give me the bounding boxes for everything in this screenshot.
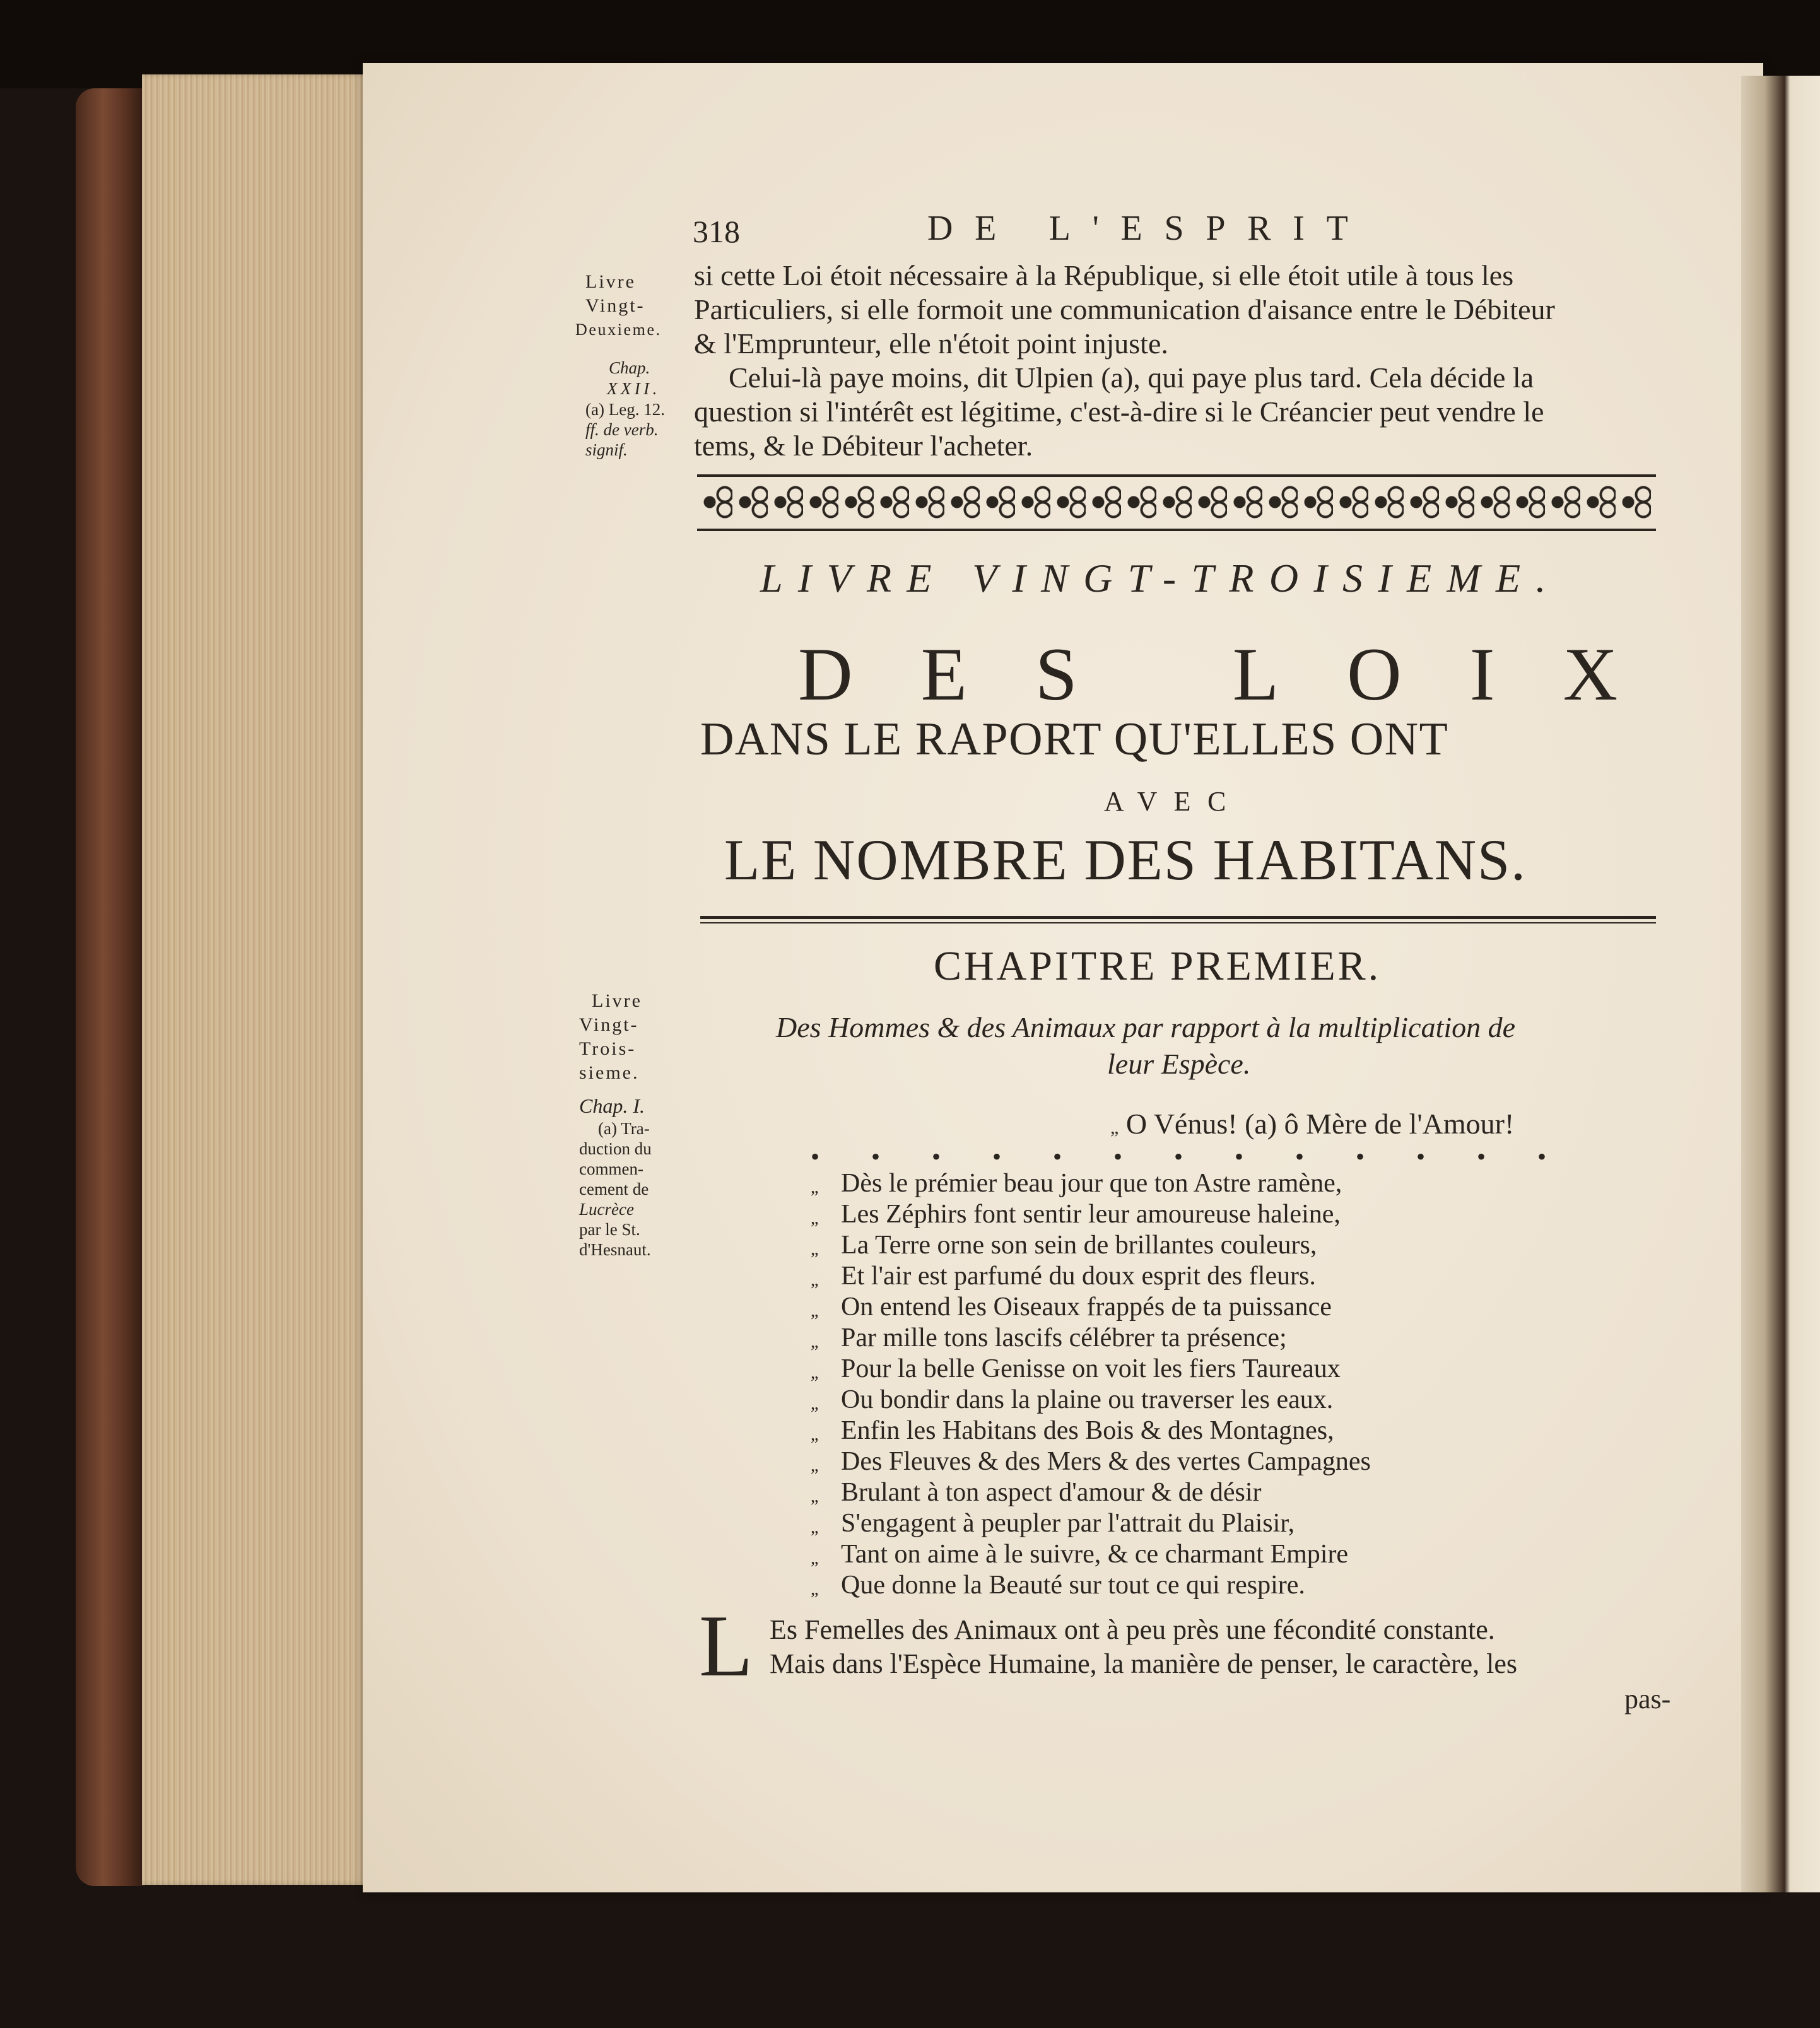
title-rule-thin [700, 922, 1656, 923]
sidenote-note-line-3: commen- [579, 1159, 643, 1178]
poem-line-text: Tant on aime à le suivre, & ce charmant Empire [841, 1540, 1349, 1569]
quote-mark: „ [811, 1209, 819, 1228]
sidenote-book-line-2: Vingt- [579, 1014, 639, 1035]
book-heading: LIVRE VINGT-TROISIEME. [760, 556, 1561, 601]
sidenote-book-line-2: Vingt- [585, 295, 645, 316]
poem-line-text: Brulant à ton aspect d'amour & de désir [841, 1478, 1262, 1507]
sidenote-note-line-5: Lucrèce [579, 1200, 634, 1219]
quote-mark: „ [811, 1363, 819, 1383]
poem-line-text: Par mille tons lascifs célébrer ta présence; [841, 1323, 1287, 1352]
poem-line-text: Dès le prémier beau jour que ton Astre ramène, [841, 1169, 1342, 1198]
poem-heading-text: O Vénus! (a) ô Mère de l'Amour! [1125, 1108, 1515, 1140]
sidenote-note-line-2: duction du [579, 1139, 652, 1158]
catchword: pas- [1624, 1684, 1671, 1714]
sidenote-chapter-number: XXII. [607, 379, 660, 398]
poem-line-text: Enfin les Habitans des Bois & des Montagnes, [841, 1416, 1334, 1445]
quote-mark: „ [811, 1487, 819, 1506]
drop-cap: L [699, 1597, 753, 1695]
poem-line-text: Des Fleuves & des Mers & des vertes Campagnes [841, 1447, 1371, 1476]
sidenote-note-line-4: cement de [579, 1180, 649, 1199]
title-rule-thick [700, 916, 1656, 919]
sidenote-book-line-4: sieme. [579, 1062, 640, 1083]
page-number: 318 [693, 214, 740, 249]
poem-ellipsis-dots: • • • • • • • • • • • • • [811, 1142, 1570, 1171]
poem-line-text: Et l'air est parfumé du doux esprit des fleurs. [841, 1262, 1316, 1291]
quote-mark: „ [1110, 1117, 1119, 1138]
sidenote-chapter: Chap. [609, 358, 650, 377]
book-cover-edge [76, 88, 145, 1886]
poem-line-text: S'engagent à peupler par l'attrait du Plaisir, [841, 1509, 1295, 1538]
main-title-line-3: LE NOMBRE DES HABITANS. [724, 828, 1527, 892]
poem-line-text: Les Zéphirs font sentir leur amoureuse haleine, [841, 1200, 1341, 1229]
sidenote-book-line-1: Livre [585, 271, 636, 292]
quote-mark: „ [811, 1549, 819, 1568]
sidenote-note-line-2: ff. de verb. [585, 420, 659, 439]
text-line: Particuliers, si elle formoit une communication d'aisance entre le Débiteur [694, 293, 1555, 325]
chapter-subtitle-line-2: leur Espèce. [1107, 1048, 1251, 1080]
ornament-pattern [697, 482, 1656, 522]
sidenote-note-line-3: signif. [585, 440, 628, 459]
text-line: tems, & le Débiteur l'acheter. [694, 430, 1033, 462]
quote-mark: „ [811, 1332, 819, 1352]
sidenote-book-line-3: Trois- [579, 1038, 637, 1059]
quote-mark: „ [811, 1580, 819, 1599]
paragraph-line-2: Mais dans l'Espèce Humaine, la manière de penser, le caractère, les [770, 1648, 1518, 1679]
main-title-avec: AVEC [1104, 786, 1243, 817]
sidenote-note-line-6: par le St. [579, 1220, 640, 1239]
sidenote-book-line-1: Livre [592, 990, 642, 1011]
quote-mark: „ [811, 1518, 819, 1537]
poem-line-text: On entend les Oiseaux frappés de ta puissance [841, 1292, 1332, 1322]
quote-mark: „ [811, 1240, 819, 1259]
chapter-heading: CHAPITRE PREMIER. [934, 943, 1382, 989]
quote-mark: „ [811, 1270, 819, 1290]
poem-line-text: Ou bondir dans la plaine ou traverser les eaux. [841, 1385, 1334, 1414]
chapter-subtitle-line-1: Des Hommes & des Animaux par rapport à la multiplication de [776, 1011, 1516, 1043]
sidenote-note-line-7: d'Hesnaut. [579, 1240, 651, 1259]
text-line: Celui-là paye moins, dit Ulpien (a), qui paye plus tard. Cela décide la [729, 361, 1534, 394]
quote-mark: „ [811, 1456, 819, 1475]
ornamental-band [697, 474, 1656, 531]
poem-line-text: Que donne la Beauté sur tout ce qui respire. [841, 1571, 1305, 1600]
sidenote-note-line-1: (a) Tra- [598, 1119, 650, 1138]
main-title-line-1: DES LOIX [798, 632, 1686, 716]
text-line: si cette Loi étoit nécessaire à la République, si elle étoit utile à tous les [694, 259, 1514, 291]
quote-mark: „ [811, 1425, 819, 1445]
poem-heading [1110, 1107, 1514, 1140]
quote-mark: „ [811, 1301, 819, 1321]
text-line: & l'Emprunteur, elle n'étoit point injuste. [694, 327, 1168, 360]
main-title-line-2: DANS LE RAPORT QU'ELLES ONT [700, 713, 1449, 765]
text-line: question si l'intérêt est légitime, c'est-à-dire si le Créancier peut vendre le [694, 396, 1544, 428]
poem-line-text: Pour la belle Genisse on voit les fiers Taureaux [841, 1354, 1341, 1383]
page-stack-edge [142, 74, 375, 1885]
sidenote-book-line-3: Deuxieme. [575, 320, 662, 339]
quote-mark: „ [811, 1178, 819, 1197]
running-title: DE L'ESPRIT [927, 209, 1370, 248]
sidenote-chapter: Chap. I. [579, 1094, 645, 1117]
book-gutter [1741, 76, 1820, 1892]
quote-mark: „ [811, 1394, 819, 1414]
poem-line-text: La Terre orne son sein de brillantes couleurs, [841, 1231, 1317, 1260]
paragraph-line-1: Es Femelles des Animaux ont à peu près une fécondité constante. [770, 1614, 1495, 1645]
sidenote-note-line-1: (a) Leg. 12. [585, 400, 665, 419]
